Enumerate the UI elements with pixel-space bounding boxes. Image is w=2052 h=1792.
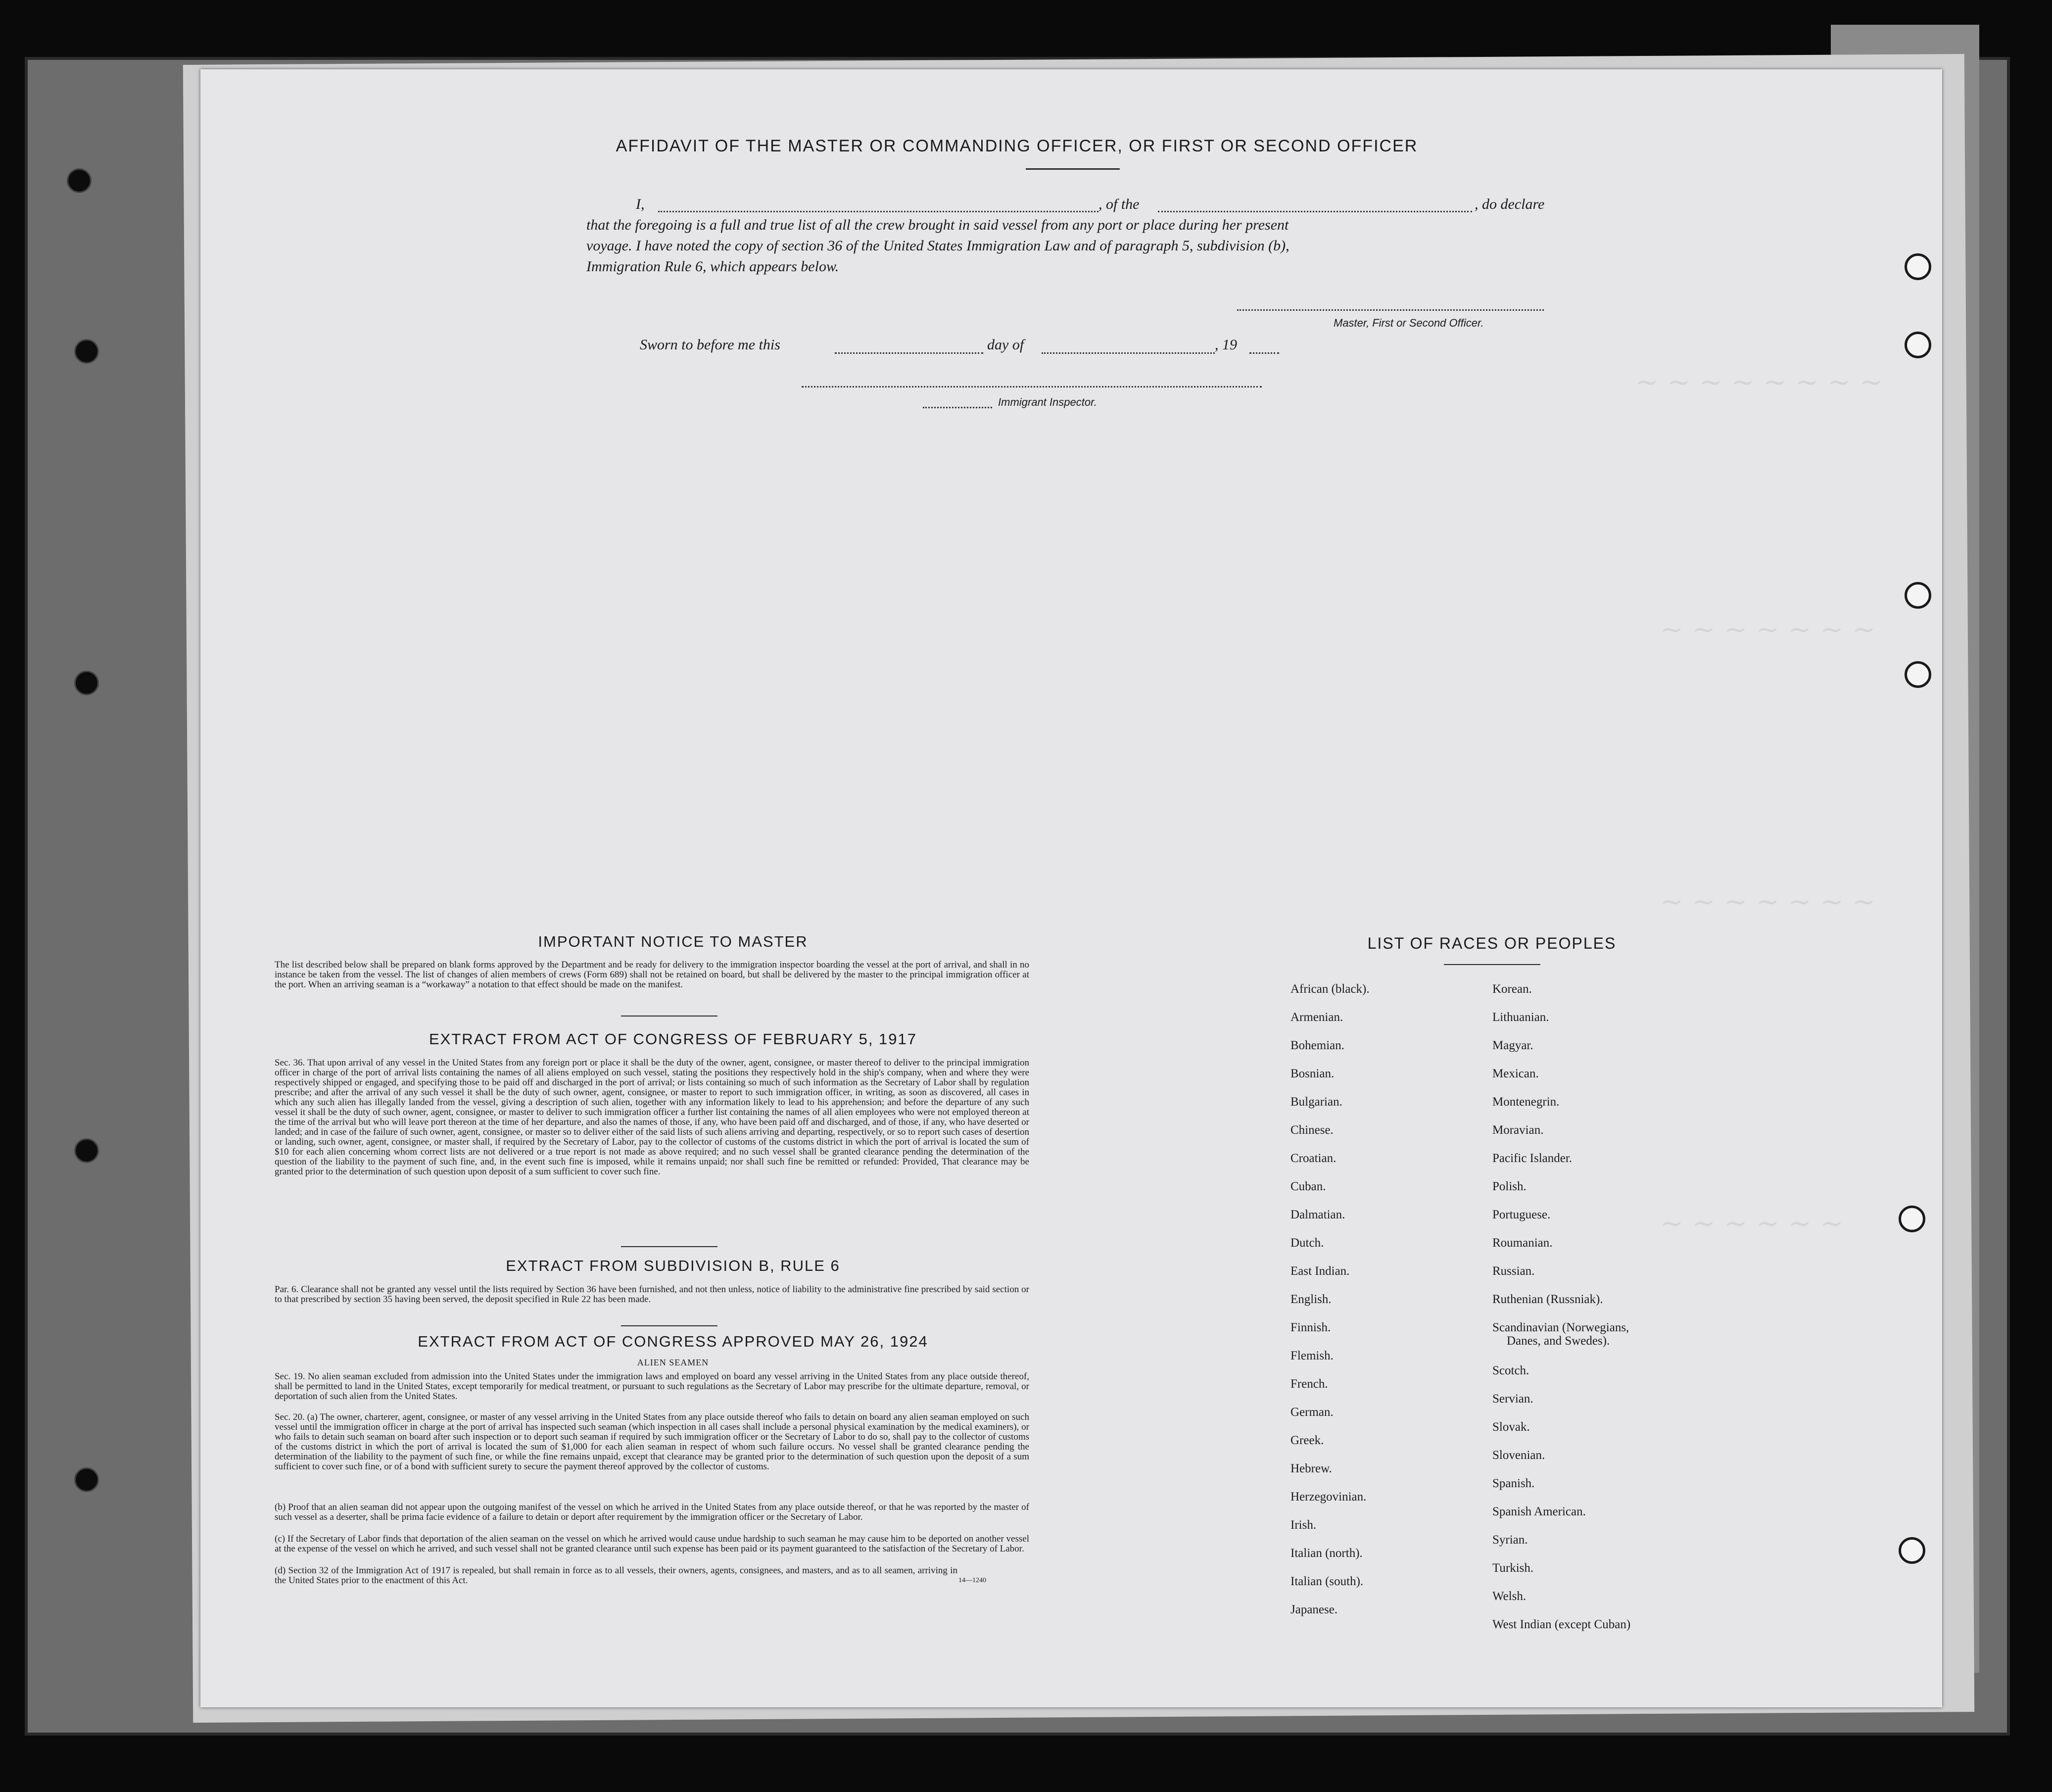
race-item: African (black). <box>1290 982 1370 996</box>
bleed-through: ~ ~ ~ ~ ~ ~ <box>1660 1208 1844 1240</box>
race-item: Irish. <box>1290 1518 1317 1532</box>
race-item: Japanese. <box>1290 1603 1338 1616</box>
race-item: Polish. <box>1492 1180 1527 1193</box>
form-number: 14—1240 <box>958 1577 986 1584</box>
sworn-day-blank <box>835 352 983 354</box>
page-hole <box>1905 253 1931 280</box>
divider <box>1444 964 1540 965</box>
race-item: Montenegrin. <box>1492 1095 1560 1109</box>
page-hole <box>1899 1206 1925 1232</box>
master-signature-line <box>1237 309 1544 311</box>
race-item: Dalmatian. <box>1290 1208 1345 1221</box>
inspector-short-line <box>923 407 992 408</box>
binder-hole <box>74 1467 99 1492</box>
race-item: Pacific Islander. <box>1492 1152 1573 1165</box>
race-item: Russian. <box>1492 1264 1535 1278</box>
race-item: East Indian. <box>1290 1264 1350 1278</box>
race-item: Bohemian. <box>1290 1039 1345 1052</box>
race-item: Bulgarian. <box>1290 1095 1342 1109</box>
divider <box>621 1246 717 1247</box>
sworn-month-blank <box>1042 352 1215 354</box>
master-label: Master, First or Second Officer. <box>1334 317 1484 329</box>
affidavit-i: I, <box>636 196 645 212</box>
binder-hole <box>74 1138 99 1163</box>
notice-body: The list described below shall be prepared on blank forms approved by the Department and be ready for delivery to the immigration inspector boarding the vessel at the port of arrival, and shall in no instance be taken from the vessel. The list of changes of alien members of crews (Form 689) shall not be retained on board, but shall be delivered by the master to the principal immigration officer at the port. When an arriving seaman is a “workaway” a notation to that effect should be made on the manifest. <box>275 960 1029 990</box>
sworn-year-blank <box>1249 352 1279 354</box>
sworn-year: , 19 <box>1215 337 1237 353</box>
page-hole <box>1905 661 1931 688</box>
divider <box>1026 168 1120 170</box>
race-item: French. <box>1290 1377 1328 1391</box>
affidavit-line-3: voyage. I have noted the copy of section 36 of the United States Immigration Law and of paragraph 5, subdivision (b), <box>586 238 1289 254</box>
form-page <box>200 69 1942 1707</box>
race-item: Moravian. <box>1492 1123 1544 1137</box>
race-item: Greek. <box>1290 1434 1324 1447</box>
race-item: Croatian. <box>1290 1152 1336 1165</box>
race-item: Italian (south). <box>1290 1575 1364 1588</box>
race-item: West Indian (except Cuban) <box>1492 1618 1631 1631</box>
race-item: Cuban. <box>1290 1180 1326 1193</box>
race-item: Flemish. <box>1290 1349 1334 1362</box>
affidavit-line-2: that the foregoing is a full and true list of all the crew brought in said vessel from any port or place during her present <box>586 217 1289 233</box>
race-item: Dutch. <box>1290 1236 1324 1250</box>
race-item: Scotch. <box>1492 1364 1529 1377</box>
page-hole <box>1899 1537 1925 1564</box>
race-item: Turkish. <box>1492 1561 1534 1575</box>
race-item: Magyar. <box>1492 1039 1533 1052</box>
bleed-through: ~ ~ ~ ~ ~ ~ ~ <box>1660 614 1876 646</box>
sworn-prefix: Sworn to before me this <box>640 337 780 353</box>
race-item: Servian. <box>1492 1392 1533 1405</box>
act-1924-subtitle: ALIEN SEAMEN <box>637 1357 709 1367</box>
name-blank <box>658 211 1098 212</box>
race-item: Syrian. <box>1492 1533 1528 1547</box>
race-item: Welsh. <box>1492 1590 1527 1603</box>
race-item: Herzegovinian. <box>1290 1490 1367 1503</box>
race-item: German. <box>1290 1405 1334 1419</box>
race-item: Slovenian. <box>1492 1449 1545 1462</box>
affidavit-line-4: Immigration Rule 6, which appears below. <box>586 258 839 275</box>
race-item: Mexican. <box>1492 1067 1539 1080</box>
race-item: Danes, and Swedes). <box>1507 1334 1610 1348</box>
affidavit-title: AFFIDAVIT OF THE MASTER OR COMMANDING OFFICER, OR FIRST OR SECOND OFFICER <box>616 137 1418 155</box>
act-1924-sec-19: Sec. 19. No alien seaman excluded from admission into the United States under the immigration laws and employed on board any vessel arriving in the United States from any place outside thereof, shall be permitted to land in the United States, except temporarily for medical treatment, or pursuant to such regulations as the Secretary of Labor may prescribe for the ultimate departure, removal, or deportation of such alien from the United States. <box>275 1371 1029 1402</box>
rule-6-title: EXTRACT FROM SUBDIVISION B, RULE 6 <box>506 1257 840 1274</box>
race-item: Scandinavian (Norwegians, <box>1492 1321 1629 1334</box>
race-item: Bosnian. <box>1290 1067 1335 1080</box>
divider <box>621 1325 717 1326</box>
affidavit-of-the: , of the <box>1098 196 1140 212</box>
race-item: English. <box>1290 1293 1332 1306</box>
race-item: Ruthenian (Russniak). <box>1492 1293 1603 1306</box>
race-item: Spanish. <box>1492 1477 1535 1490</box>
bleed-through: ~ ~ ~ ~ ~ ~ ~ ~ <box>1635 366 1883 398</box>
binder-hole <box>67 168 92 193</box>
inspector-signature-line <box>802 386 1262 387</box>
notice-title: IMPORTANT NOTICE TO MASTER <box>538 933 808 950</box>
race-item: Portuguese. <box>1492 1208 1551 1221</box>
act-1924-sec-20a: Sec. 20. (a) The owner, charterer, agent, consignee, or master of any vessel arriving in the United States from any place outside thereof who fails to detain on board any alien seaman employed on such vessel until the immigration officer in charge at the port of arrival has inspected such seaman (which inspection in all cases shall include a personal physical examination by the medical examiners), or who fails to detain such seaman on board after such inspection or to deport such seaman if required by such immigration officer or the Secretary of Labor to do so, shall pay to the collector of customs of the customs district in which the port of arrival is located the sum of $1,000 for each alien seaman in respect of whom such failure occurs. No vessel shall be granted clearance pending the determination of the liability to the payment of such fine, or while the fine remains unpaid, except that clearance may be granted prior to the determination of such question upon the deposit of a sum sufficient to cover such fine, or of a bond with sufficient surety to secure the payment thereof approved by the collector of customs. <box>275 1412 1029 1472</box>
race-item: Armenian. <box>1290 1011 1343 1024</box>
rule-6-body: Par. 6. Clearance shall not be granted any vessel until the lists required by Section 36 have been furnished, and not then unless, notice of liability to the administrative fine prescribed by said section or to that prescribed by section 35 having been served, the deposit specified in Rule 22 has been made. <box>275 1284 1029 1305</box>
act-1924-sec-20c: (c) If the Secretary of Labor finds that deportation of the alien seaman on the vessel on which he arrived would cause undue hardship to such seaman he may cause him to be deported on another vessel at the expense of the vessel on which he arrived, and such vessel shall not be granted clearance until such expense has been paid or its payment guaranteed to the satisfaction of the Secretary of Labor. <box>275 1534 1029 1554</box>
act-1924-title: EXTRACT FROM ACT OF CONGRESS APPROVED MAY 26, 1924 <box>418 1333 928 1350</box>
act-1924-sec-20b: (b) Proof that an alien seaman did not appear upon the outgoing manifest of the vessel on which he arrived in the United States from any place outside thereof, or that he was reported by the master of such vessel as a deserter, shall be prima facie evidence of a failure to detain or deport after requirement by the immigration officer or the Secretary of Labor. <box>275 1502 1029 1522</box>
divider <box>621 1016 717 1017</box>
races-title: LIST OF RACES OR PEOPLES <box>1367 934 1617 952</box>
race-item: Finnish. <box>1290 1321 1331 1334</box>
vessel-blank <box>1158 211 1472 212</box>
page-hole <box>1905 332 1931 358</box>
inspector-label: Immigrant Inspector. <box>998 396 1097 408</box>
binder-hole <box>74 671 99 695</box>
act-1917-title: EXTRACT FROM ACT OF CONGRESS OF FEBRUARY 5, 1917 <box>429 1030 917 1048</box>
binder-hole <box>74 339 99 364</box>
act-1917-body: Sec. 36. That upon arrival of any vessel in the United States from any foreign port or place it shall be the duty of the owner, agent, consignee, or master thereof to deliver to the principal immigration officer in charge of the port of arrival lists containing the names of all aliens employed on such vessel, stating the positions they respectively hold in the ship's company, when and where they were respectively shipped or engaged, and specifying those to be paid off and discharged in the port of arrival; or lists containing so much of such information as the Secretary of Labor shall by regulation prescribe; and after the arrival of any such vessel it shall be the duty of such owner, agent, consignee, or master to report to such immigration officer, in writing, as soon as discovered, all cases in which any such alien has illegally landed from the vessel, giving a description of such alien, together with any information likely to lead to his apprehension; and before the departure of any such vessel it shall be the duty of such owner, agent, consignee, or master to deliver to such immigration officer a further list containing the names of all alien employees who were not employed thereon at the time of the arrival but who will leave port thereon at the time of her departure, and also the names of those, if any, who have been paid off and discharged, and of those, if any, who have deserted or landed; and in case of the failure of such owner, agent, consignee, or master so to deliver either of the said lists of such aliens arriving and departing, respectively, or so to report such cases of desertion or landing, such owner, agent, consignee, or master shall, if required by the Secretary of Labor, pay to the collector of customs of the customs district in which the port of arrival is located the sum of $10 for each alien concerning whom correct lists are not delivered or a true report is not made as above required; and no such vessel shall be granted clearance pending the determination of the question of the liability to the payment of such fine, and, in the event such fine is imposed, while it remains unpaid; nor shall such fine be remitted or refunded: Provided, That clearance may be granted prior to the determination of such question upon deposit of a sum sufficient to cover such fine. <box>275 1058 1029 1177</box>
race-item: Korean. <box>1492 982 1532 996</box>
act-1924-sec-20d: (d) Section 32 of the Immigration Act of 1917 is repealed, but shall remain in force as to all vessels, their owners, agents, consignees, and masters, and as to all seamen, arriving in the United States prior to the enactment of this Act. <box>275 1565 957 1586</box>
page-hole <box>1905 582 1931 609</box>
race-item: Hebrew. <box>1290 1462 1332 1475</box>
race-item: Spanish American. <box>1492 1505 1586 1518</box>
race-item: Slovak. <box>1492 1420 1530 1434</box>
bleed-through: ~ ~ ~ ~ ~ ~ ~ <box>1660 886 1876 918</box>
race-item: Italian (north). <box>1290 1547 1363 1560</box>
affidavit-do-declare: , do declare <box>1475 196 1545 212</box>
race-item: Chinese. <box>1290 1123 1334 1137</box>
race-item: Lithuanian. <box>1492 1011 1549 1024</box>
race-item: Roumanian. <box>1492 1236 1553 1250</box>
sworn-day-of: day of <box>987 337 1024 353</box>
